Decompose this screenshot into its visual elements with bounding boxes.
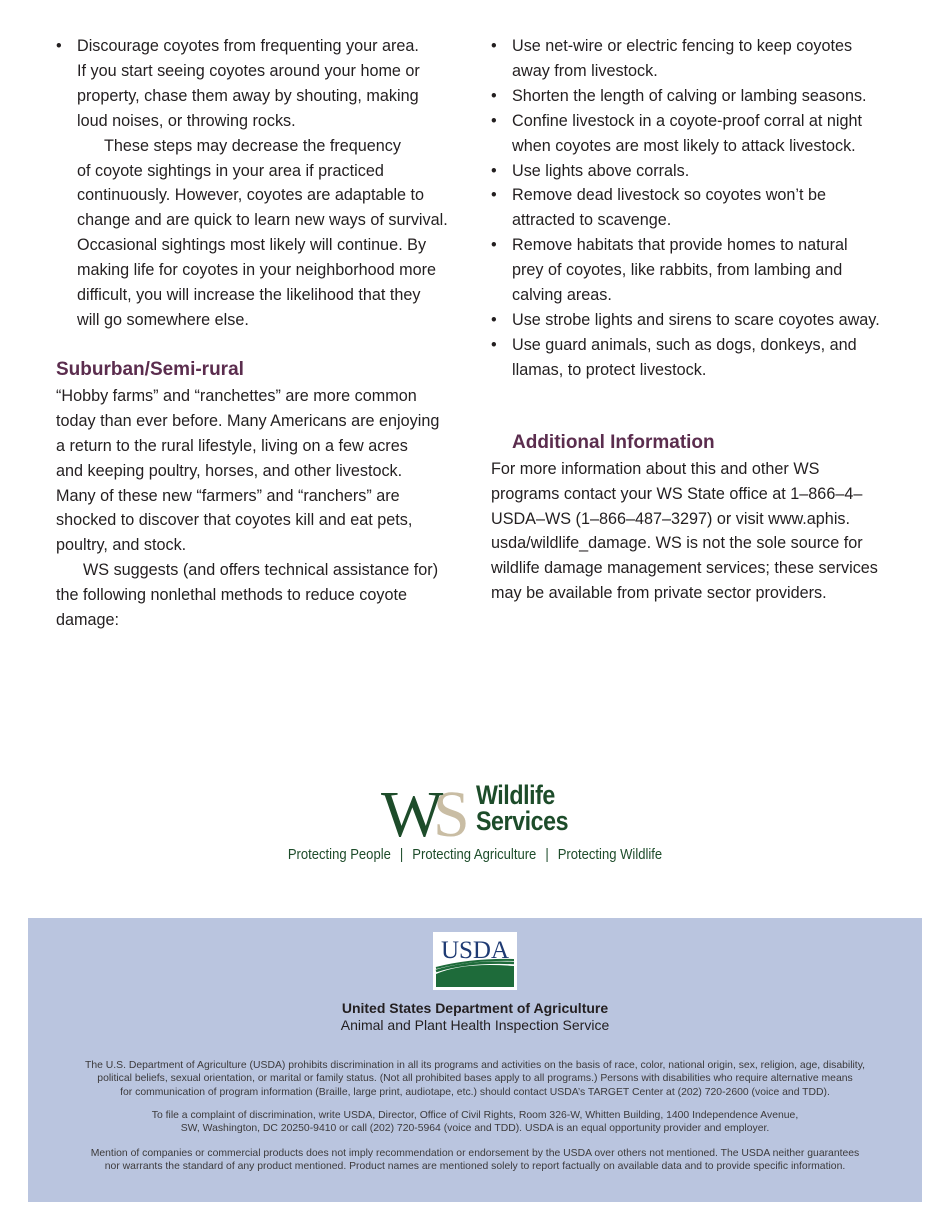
line: Many of these new “farmers” and “ranchers” are — [56, 486, 400, 505]
line: • Use lights above corrals. — [512, 161, 690, 180]
line: SW, Washington, DC 20250-9410 or call (202) 720-5964 (voice and TDD). USDA is an equal opportunity provider and employer. — [180, 1123, 770, 1135]
ws-tagline — [48, 847, 903, 863]
suburban-paragraph — [56, 384, 466, 558]
usda-logo-text: USDA — [440, 937, 510, 964]
line: difficult, you will increase the likelihood that they — [77, 286, 421, 305]
line: If you start seeing coyotes around your home or — [77, 61, 420, 80]
endorsement-disclaimer — [68, 1147, 882, 1174]
list-item — [491, 333, 896, 383]
line: “Hobby farms” and “ranchettes” are more common — [56, 386, 417, 405]
line: WS suggests (and offers technical assistance for) — [83, 561, 439, 580]
list-item — [56, 34, 466, 134]
line: today than ever before. Many Americans are enjoying — [56, 411, 440, 430]
line: • Shorten the length of calving or lambing seasons. — [512, 86, 867, 105]
line: damage: — [56, 611, 119, 630]
ws-wordmark-line1: Wildlife — [476, 780, 555, 810]
list-item — [491, 109, 896, 159]
ws-mark-s: S — [433, 782, 470, 838]
line: change and are quick to learn new ways of survival. — [77, 211, 448, 230]
line: may be available from private sector providers. — [491, 584, 827, 603]
line: making life for coyotes in your neighborhood more — [77, 261, 437, 280]
line: Mention of companies or commercial products does not imply recommendation or endorsement by the USDA over others not mentioned. The USDA neither guarantees — [90, 1148, 860, 1159]
bullet-paragraph — [56, 134, 466, 333]
line: These steps may decrease the frequency — [104, 136, 401, 155]
tagline-wildlife: Protecting Wildlife — [557, 847, 663, 863]
usda-logo-icon — [433, 932, 517, 990]
line: The U.S. Department of Agriculture (USDA) prohibits discrimination in all its programs and activities on the basis of race, color, national origin, sex, religion, age, disability, — [84, 1060, 866, 1071]
left-column — [56, 34, 466, 633]
line: • Remove dead livestock so coyotes won’t be — [512, 186, 827, 205]
list-item — [491, 308, 896, 333]
line: llamas, to protect livestock. — [512, 360, 707, 379]
tagline-separator: | — [399, 847, 404, 863]
list-item — [491, 84, 896, 109]
right-column — [491, 34, 896, 606]
list-item — [491, 34, 896, 84]
line: poultry, and stock. — [56, 536, 187, 555]
line: • Use guard animals, such as dogs, donkeys, and — [512, 335, 857, 354]
nondiscrimination-statement — [68, 1059, 882, 1099]
line: USDA–WS (1–866–487–3297) or visit www.aphis. — [491, 509, 851, 528]
line: for communication of program information (Braille, large print, audiotape, etc.) should contact USDA’s TARGET Center at (202) 720-2600 (voice and TDD). — [120, 1086, 830, 1098]
line: • Remove habitats that provide homes to natural — [512, 236, 848, 255]
agency-name: Animal and Plant Health Inspection Service — [340, 1017, 610, 1033]
additional-info-paragraph — [491, 457, 896, 606]
section-heading-suburban: Suburban/Semi-rural — [56, 358, 244, 380]
line: loud noises, or throwing rocks. — [77, 111, 296, 130]
line: the following nonlethal methods to reduce coyote — [56, 586, 407, 605]
ws-monogram-icon — [381, 782, 476, 838]
line: calving areas. — [512, 286, 612, 305]
line: continuously. However, coyotes are adaptable to — [77, 186, 425, 205]
list-item — [491, 183, 896, 233]
line: and keeping poultry, horses, and other livestock. — [56, 461, 403, 480]
section-heading-additional-info: Additional Information — [512, 431, 715, 453]
ws-suggests-paragraph — [56, 558, 466, 633]
ws-wordmark — [476, 782, 568, 834]
tagline-people: Protecting People — [287, 847, 391, 863]
line: Occasional sightings most likely will continue. By — [77, 236, 427, 255]
line: prey of coyotes, like rabbits, from lambing and — [512, 261, 843, 280]
line: wildlife damage management services; these services — [491, 559, 878, 578]
department-title — [28, 1000, 922, 1034]
line: will go somewhere else. — [77, 310, 249, 329]
usda-footer — [28, 918, 922, 1202]
line: nor warrants the standard of any product mentioned. Product names are mentioned solely to report factually on available data and to provide specific information. — [104, 1161, 846, 1173]
line: • Use net-wire or electric fencing to keep coyotes — [512, 37, 853, 55]
tagline-separator: | — [545, 847, 549, 863]
line: away from livestock. — [512, 61, 658, 80]
list-item — [491, 233, 896, 308]
dept-name: United States Department of Agriculture — [341, 1000, 609, 1016]
line: • Use strobe lights and sirens to scare coyotes away. — [512, 310, 880, 329]
line: To file a complaint of discrimination, write USDA, Director, Office of Civil Rights, Room 326-W, Whitten Building, 1400 Independence Avenue, — [151, 1110, 799, 1121]
tagline-agriculture: Protecting Agriculture — [412, 847, 537, 863]
nonlethal-methods-list — [491, 34, 896, 383]
line: a return to the rural lifestyle, living on a few acres — [56, 436, 408, 455]
line: usda/wildlife_damage. WS is not the sole source for — [491, 534, 863, 553]
line: shocked to discover that coyotes kill and eat pets, — [56, 511, 413, 530]
line: attracted to scavenge. — [512, 211, 672, 230]
bullet-list-left — [56, 34, 466, 134]
ws-mark-w: W — [381, 782, 444, 838]
line: property, chase them away by shouting, making — [77, 86, 419, 105]
list-item — [491, 159, 896, 184]
line: of coyote sightings in your area if practiced — [77, 161, 384, 180]
line: when coyotes are most likely to attack livestock. — [512, 136, 856, 155]
ws-wordmark-line2: Services — [476, 806, 569, 836]
line: programs contact your WS State office at 1–866–4– — [491, 484, 863, 503]
line: political beliefs, sexual orientation, or marital or family status. (Not all prohibited bases apply to all programs.) Persons with disabilities who require alternative means — [97, 1073, 853, 1085]
complaint-statement — [68, 1109, 882, 1136]
line: • Confine livestock in a coyote-proof corral at night — [512, 111, 863, 130]
line: For more information about this and other WS — [491, 459, 820, 478]
line: • Discourage coyotes from frequenting your area. — [77, 37, 419, 55]
wildlife-services-logo — [0, 778, 950, 888]
